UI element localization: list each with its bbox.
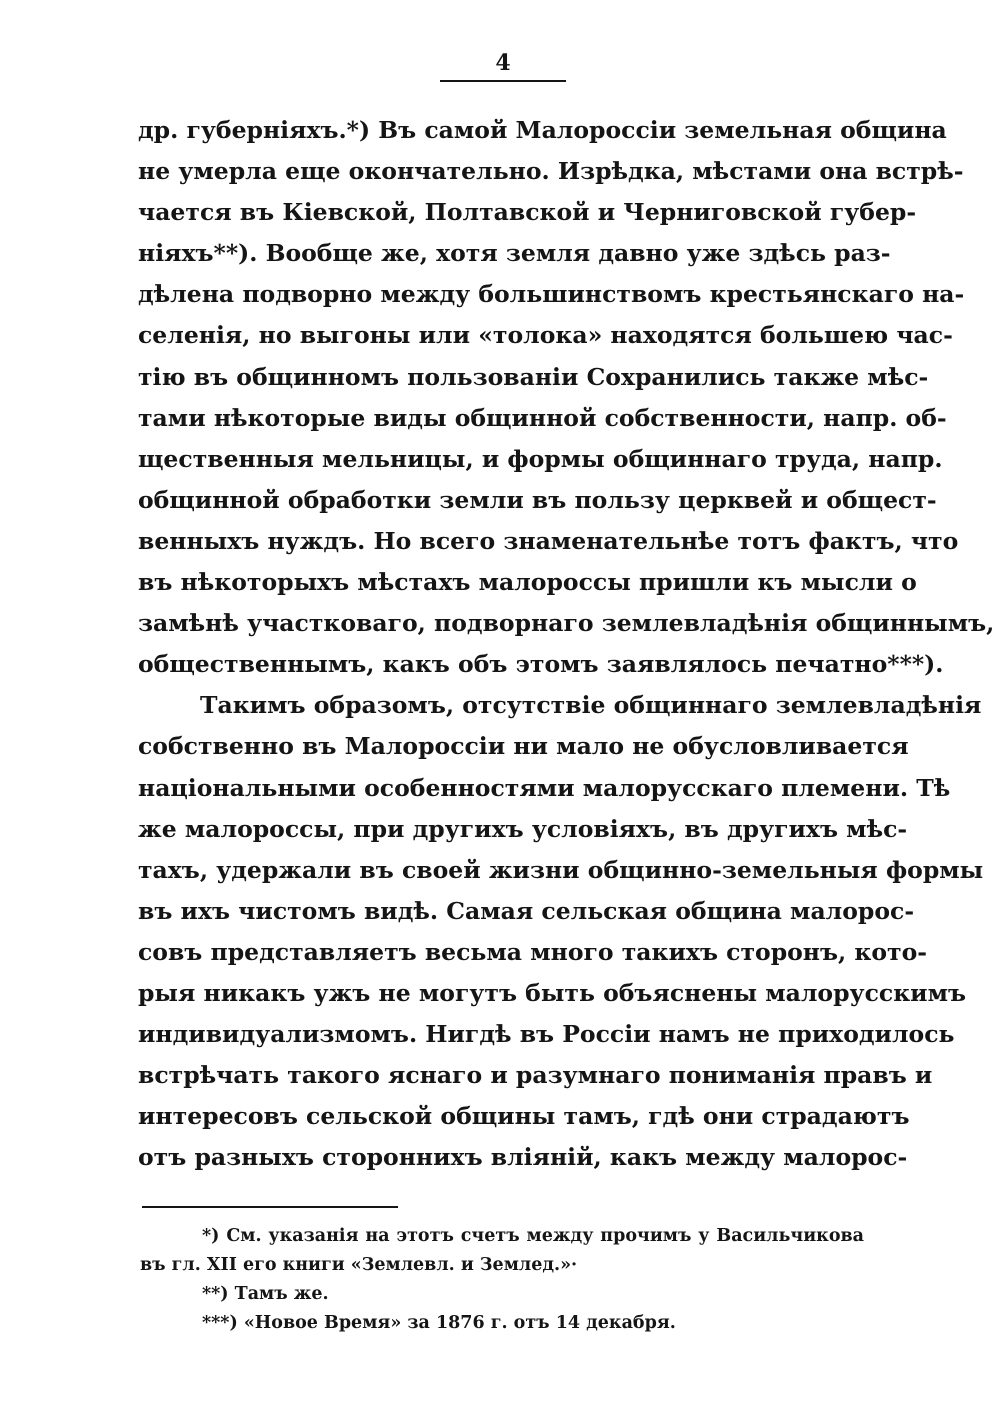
body-line: чается въ Кіевской, Полтавской и Черниговской губер- [138,198,917,227]
body-line: тію въ общинномъ пользованіи Сохранились также мѣс- [138,362,929,391]
body-line: интересовъ сельской общины тамъ, гдѣ они страдаютъ [138,1102,910,1131]
body-line: селенія, но выгоны или «толока» находятся большею час- [138,321,953,350]
footnote-1: *) См. указанія на этотъ счетъ между прочимъ у Васильчикова [202,1226,864,1246]
body-line: общинной обработки земли въ пользу церквей и общест- [138,485,937,514]
footnotes [140,1222,864,1338]
body-line: тахъ, удержали въ своей жизни общинно-земельныя формы [138,855,984,884]
body-line: общественнымъ, какъ объ этомъ заявлялось печатно***). [138,650,944,679]
body-line: же малороссы, при другихъ условіяхъ, въ другихъ мѣс- [138,814,908,843]
body-line: тами нѣкоторые виды общинной собственности, напр. об- [138,403,947,432]
footnote-1-continued: въ гл. XII его книги «Землевл. и Землед.»· [140,1255,578,1275]
body-line: совъ представляетъ весьма много такихъ сторонъ, кото- [138,937,928,966]
footnote-2: **) Тамъ же. [202,1284,329,1304]
body-line: щественныя мельницы, и формы общиннаго труда, напр. [138,444,943,473]
body-line: венныхъ нуждъ. Но всего знаменательнѣе тотъ фактъ, что [138,526,959,555]
body-line: дѣлена подворно между большинствомъ крестьянскаго на- [138,280,965,309]
body-line: рыя никакъ ужъ не могутъ быть объяснены малорусскимъ [138,978,967,1007]
footnote-3: ***) «Новое Время» за 1876 г. отъ 14 декабря. [202,1313,676,1333]
body-line: отъ разныхъ стороннихъ вліяній, какъ между малорос- [138,1143,908,1172]
footnote-separator [142,1206,398,1208]
body-line: ніяхъ**). Вообще же, хотя земля давно уже здѣсь раз- [138,239,891,268]
body-line: собственно въ Малороссіи ни мало не обусловливается [138,732,909,761]
body-line: въ нѣкоторыхъ мѣстахъ малороссы пришли къ мысли о [138,568,917,597]
page-number: 4 [495,50,511,76]
paragraph-start-line: Такимъ образомъ, отсутствіе общиннаго землевладѣнія [200,691,982,720]
body-line: индивидуализмомъ. Нигдѣ въ Россіи намъ не приходилось [138,1020,955,1049]
body-line: національными особенностями малорусскаго племени. Тѣ [138,773,951,802]
body-text [138,110,995,1178]
page-number-rule [440,80,566,82]
body-line: встрѣчать такого яснаго и разумнаго пониманія правъ и [138,1061,933,1090]
body-line: др. губерніяхъ.*) Въ самой Малороссіи земельная община [138,116,947,144]
body-line: не умерла еще окончательно. Изрѣдка, мѣстами она встрѣ- [138,157,964,186]
body-line: въ ихъ чистомъ видѣ. Самая сельская община малорос- [138,896,915,925]
body-line: замѣнѣ участковаго, подворнаго землевладѣнія общиннымъ, [138,609,995,638]
